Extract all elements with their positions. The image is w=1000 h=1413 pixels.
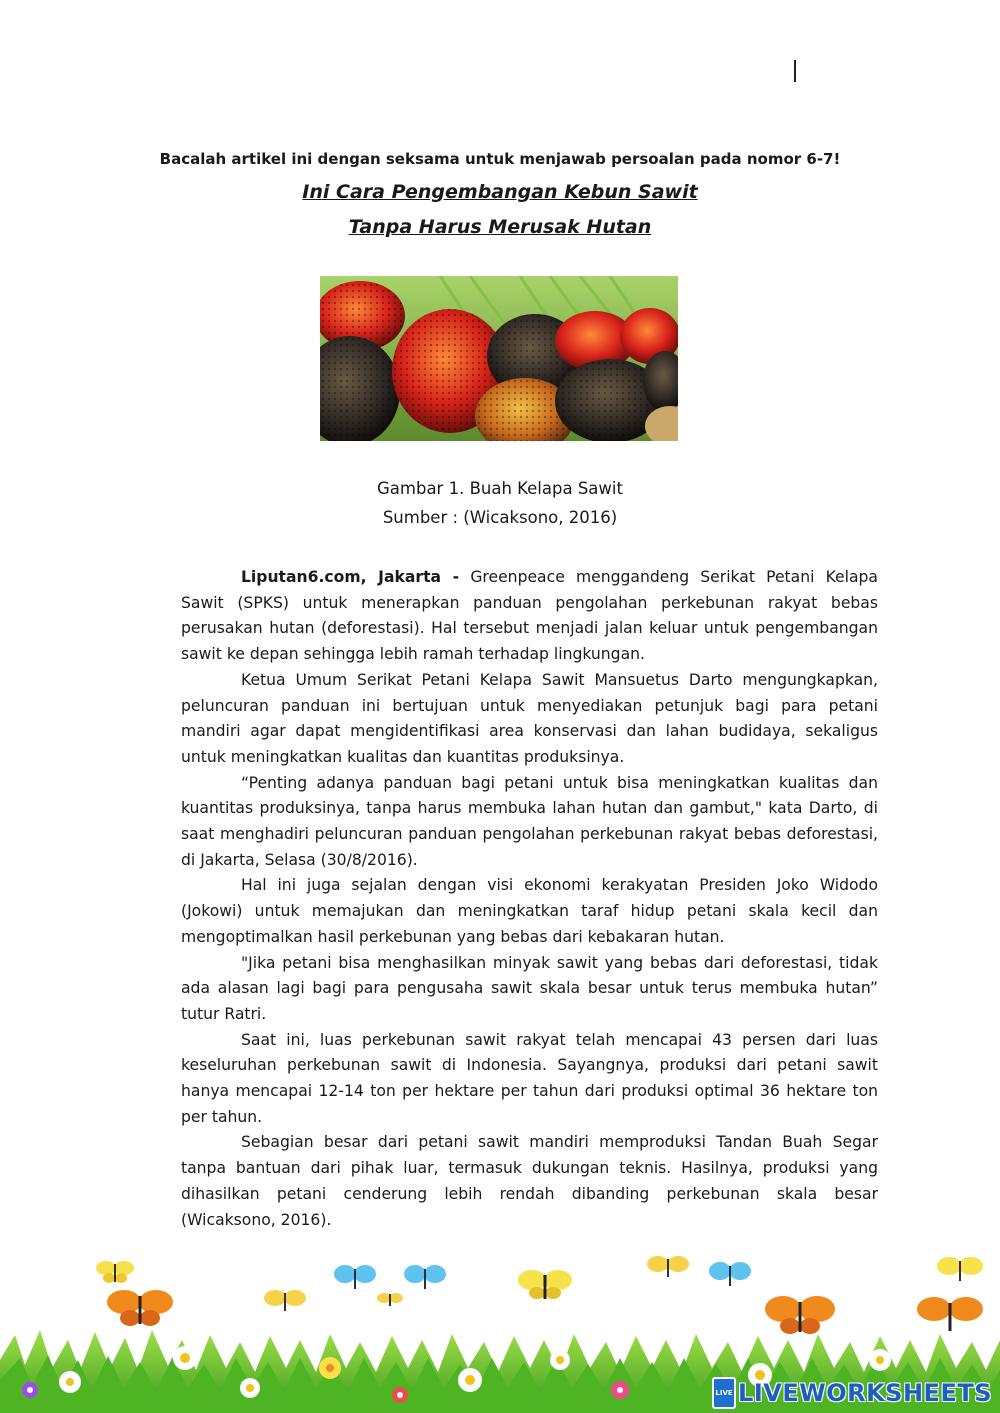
palm-fruit-photo: [320, 276, 678, 441]
article-title-line-1: Ini Cara Pengembangan Kebun Sawit: [302, 181, 698, 203]
article-paragraph-6: Saat ini, luas perkebunan sawit rakyat telah mencapai 43 persen dari luas keseluruhan perkebunan sawit di Indonesia. Sayangnya, produksi dari petani sawit hanya mencapai 12-14 ton per hektare per tahun dari produksi optimal 36 hektare ton per tahun.: [181, 1030, 878, 1126]
figure-caption: Gambar 1. Buah Kelapa Sawit: [377, 479, 623, 498]
live-badge: LIVE: [712, 1377, 736, 1409]
article-paragraph-3: “Penting adanya panduan bagi petani untuk bisa meningkatkan kualitas dan kuantitas produksinya, tanpa harus membuka lahan hutan dan gambut," kata Darto, di saat menghadiri peluncuran panduan pengolahan perkebunan rakyat bebas deforestasi, di Jakarta, Selasa (30/8/2016).: [181, 773, 878, 869]
article-paragraph-2: Ketua Umum Serikat Petani Kelapa Sawit Mansuetus Darto mengungkapkan, peluncuran panduan ini bertujuan untuk menyediakan petunjuk bagi para petani mandiri agar dapat mengidentifikasi area konservasi dan lahan budidaya, sekaligus untuk meningkatkan kualitas dan kuantitas produksinya.: [181, 670, 878, 766]
article-paragraph-5: "Jika petani bisa menghasilkan minyak sawit yang bebas dari deforestasi, tidak ada alasan lagi bagi para pengusaha sawit skala besar untuk terus membuka hutan” tutur Ratri.: [181, 953, 878, 1023]
decorative-meadow-footer: [0, 1240, 1000, 1413]
text-cursor-mark: [794, 60, 796, 82]
liveworksheets-logo: [712, 1377, 992, 1409]
article-paragraph-4: Hal ini juga sejalan dengan visi ekonomi kerakyatan Presiden Joko Widodo (Jokowi) untuk memajukan dan meningkatkan taraf hidup petani skala kecil dan mengoptimalkan hasil perkebunan yang bebas dari kebakaran hutan.: [181, 876, 878, 946]
article-paragraph-1-text: Greenpeace menggandeng Serikat Petani Kelapa Sawit (SPKS) untuk menerapkan panduan pengolahan perkebunan rakyat bebas perusakan hutan (deforestasi). Hal tersebut menjadi jalan keluar untuk pengembangan sawit ke depan sehingga lebih ramah terhadap lingkungan.: [181, 568, 878, 664]
article-paragraph-7: Sebagian besar dari petani sawit mandiri memproduksi Tandan Buah Segar tanpa bantuan dari pihak luar, termasuk dukungan teknis. Hasilnya, produksi yang dihasilkan petani cenderung lebih rendah dibanding perkebunan skala besar (Wicaksono, 2016).: [181, 1133, 878, 1229]
article-lead: Liputan6.com, Jakarta -: [241, 568, 460, 586]
article-title-line-2: Tanpa Harus Merusak Hutan: [348, 216, 652, 238]
liveworksheets-wordmark: LIVEWORKSHEETS: [738, 1379, 992, 1407]
figure-source: Sumber : (Wicaksono, 2016): [382, 508, 618, 527]
instruction-text: Bacalah artikel ini dengan seksama untuk menjawab persoalan pada nomor 6-7!: [159, 150, 841, 168]
article-body: [181, 565, 878, 1233]
article-paragraph-1: [181, 565, 878, 668]
butterfly-icon: [96, 1256, 983, 1334]
